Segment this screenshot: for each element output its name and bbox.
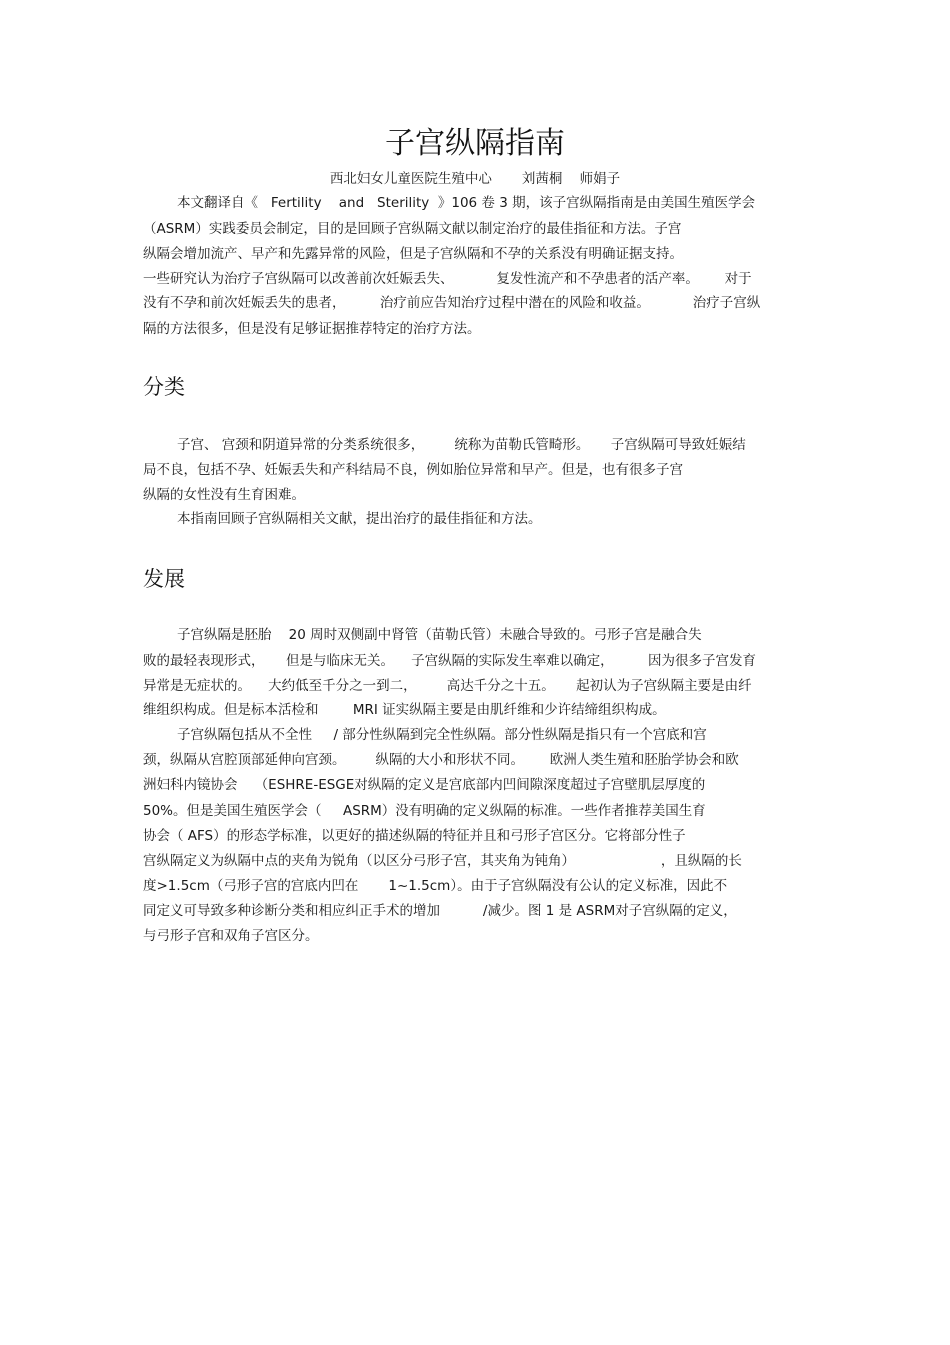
section2-line: 子宫纵隔是胚胎 20 周时双侧副中肾管（苗勒氏管）未融合导致的。弓形子宫是融合失 xyxy=(177,627,702,643)
section2-line: 同定义可导致多种诊断分类和相应纠正手术的增加 /减少。图 1 是 ASRM对子宫纵隔的定义， xyxy=(143,903,737,919)
section2-line: 与弓形子宫和双角子宫区分。 xyxy=(143,928,319,944)
section1-line: 本指南回顾子宫纵隔相关文献，提出治疗的最佳指征和方法。 xyxy=(177,511,542,527)
section-heading-development: 发展 xyxy=(143,567,185,591)
intro-line: 一些研究认为治疗子宫纵隔可以改善前次妊娠丢失、 复发性流产和不孕患者的活产率。 对于 xyxy=(143,271,752,287)
document-byline: 西北妇女儿童医院生殖中心 刘茜桐 师娟子 xyxy=(329,171,621,187)
section2-line: 异常是无症状的。 大约低至千分之一到二， 高达千分之十五。 起初认为子宫纵隔主要是由纤 xyxy=(143,678,752,694)
intro-line: 隔的方法很多，但是没有足够证据推荐特定的治疗方法。 xyxy=(143,321,481,337)
intro-line: 没有不孕和前次妊娠丢失的患者， 治疗前应告知治疗过程中潜在的风险和收益。 治疗子宫纵 xyxy=(143,295,761,311)
intro-line: 纵隔会增加流产、早产和先露异常的风险，但是子宫纵隔和不孕的关系没有明确证据支持。 xyxy=(143,246,683,262)
section2-line: 颈，纵隔从宫腔顶部延伸向宫颈。 纵隔的大小和形状不同。 欧洲人类生殖和胚胎学协会和欧 xyxy=(143,752,739,768)
section1-line: 局不良，包括不孕、妊娠丢失和产科结局不良，例如胎位异常和早产。但是，也有很多子宫 xyxy=(143,462,683,478)
intro-line: （ASRM）实践委员会制定，目的是回顾子宫纵隔文献以制定治疗的最佳指征和方法。子宫 xyxy=(143,221,682,237)
section2-line: 协会（ AFS）的形态学标准，以更好的描述纵隔的特征并且和弓形子宫区分。它将部分性子 xyxy=(143,828,686,844)
section2-line: 50%。但是美国生殖医学会（ ASRM）没有明确的定义纵隔的标准。一些作者推荐美国生育 xyxy=(143,803,706,819)
section2-line: 度>1.5cm（弓形子宫的宫底内凹在 1~1.5cm）。由于子宫纵隔没有公认的定义标准，因此不 xyxy=(143,878,728,894)
section-heading-classification: 分类 xyxy=(143,375,185,399)
section2-line: 洲妇科内镜协会 （ESHRE-ESGE对纵隔的定义是宫底部内凹间隙深度超过子宫壁肌层厚度的 xyxy=(143,777,706,793)
section2-line: 宫纵隔定义为纵隔中点的夹角为锐角（以区分弓形子宫，其夹角为钝角） ，且纵隔的长 xyxy=(143,853,742,869)
section2-line: 败的最轻表现形式， 但是与临床无关。 子宫纵隔的实际发生率难以确定， 因为很多子宫发育 xyxy=(143,653,756,669)
intro-line: 本文翻译自《 Fertility and Sterility 》106 卷 3 期，该子宫纵隔指南是由美国生殖医学会 xyxy=(177,195,756,211)
section2-line: 子宫纵隔包括从不全性 / 部分性纵隔到完全性纵隔。部分性纵隔是指只有一个宫底和宫 xyxy=(177,727,707,743)
section1-line: 子宫、 宫颈和阴道异常的分类系统很多， 统称为苗勒氏管畸形。 子宫纵隔可导致妊娠结 xyxy=(177,437,746,453)
section1-line: 纵隔的女性没有生育困难。 xyxy=(143,487,305,503)
document-title: 子宫纵隔指南 xyxy=(385,126,565,161)
section2-line: 维组织构成。但是标本活检和 MRI 证实纵隔主要是由肌纤维和少许结缔组织构成。 xyxy=(143,702,666,718)
